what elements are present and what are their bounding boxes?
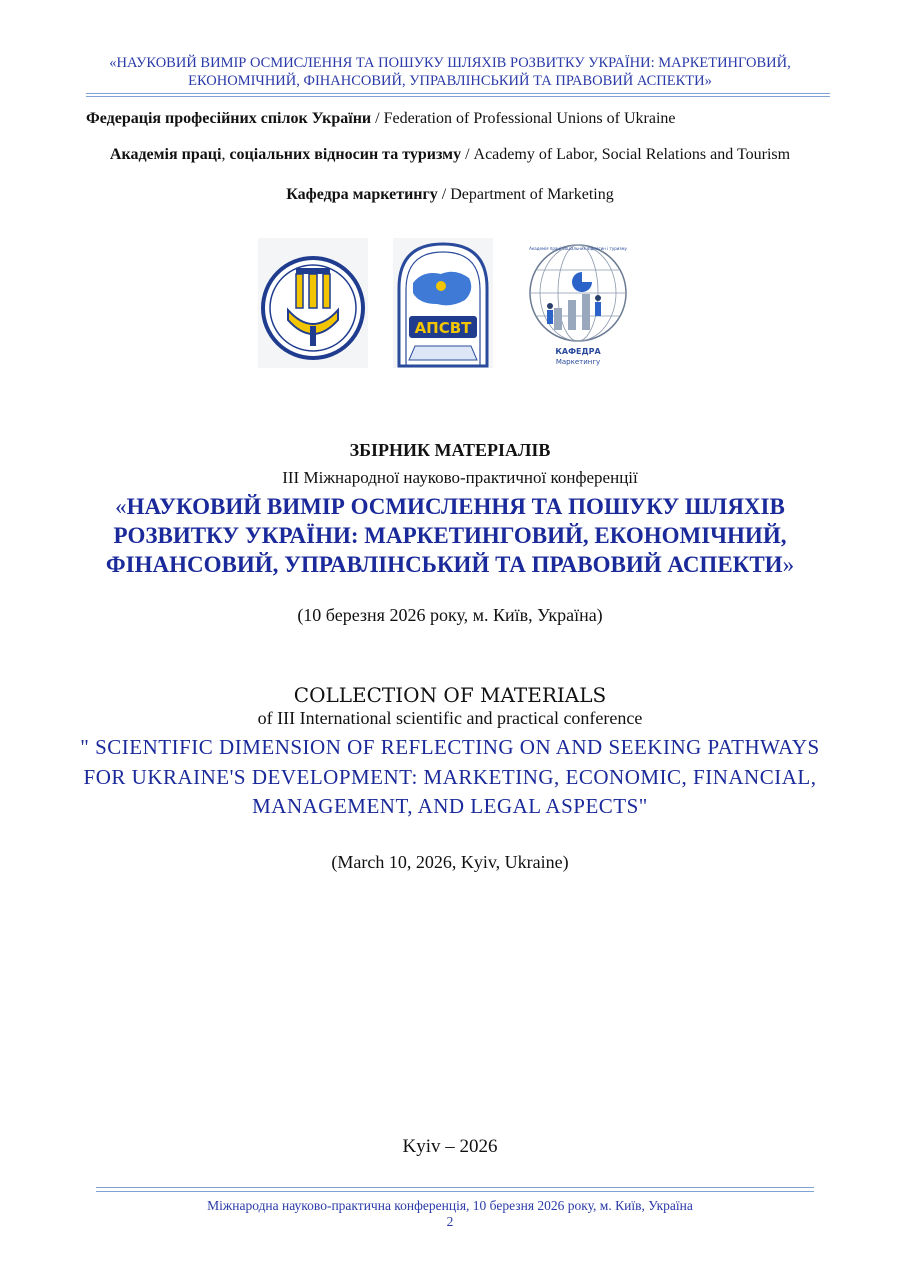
en-conference-date: (March 10, 2026, Kyiv, Ukraine) xyxy=(331,852,569,872)
org-federation-en: / Federation of Professional Unions of Ukraine xyxy=(371,110,676,127)
ua-title-open-quote: « xyxy=(115,494,127,519)
en-conference-subheading: of III International scientific and practical conference xyxy=(257,708,643,728)
page-number: 2 xyxy=(446,1214,454,1229)
ua-conference-title xyxy=(70,492,830,579)
header-rule-bottom xyxy=(86,96,830,97)
header-rule-top xyxy=(86,93,830,94)
ua-conference-date: (10 березня 2026 року, м. Київ, Україна) xyxy=(297,605,603,625)
academy-logo-text: АПСВТ xyxy=(414,319,472,337)
org-academy-ua-b: соціальних відносин та туризму xyxy=(229,146,462,163)
org-academy xyxy=(90,145,810,165)
running-footer xyxy=(100,1198,800,1230)
en-collection-heading: COLLECTION OF MATERIALS xyxy=(293,683,607,707)
footer-rule-bottom xyxy=(96,1191,814,1192)
org-department-ua: Кафедра маркетингу xyxy=(286,186,438,203)
org-department xyxy=(90,186,810,204)
ua-collection-heading: ЗБІРНИК МАТЕРІАЛІВ xyxy=(349,440,551,460)
place-year: Kyiv – 2026 xyxy=(402,1136,498,1157)
ua-title-close-quote: » xyxy=(782,552,795,577)
ua-title-text: НАУКОВИЙ ВИМІР ОСМИСЛЕННЯ ТА ПОШУКУ ШЛЯХІВ РОЗВИТКУ УКРАЇНИ: МАРКЕТИНГОВИЙ, ЕКОНОМІЧНИЙ, ФІНАНСОВИЙ, УПРАВЛІНСЬКИЙ ТА ПРАВОВИЙ АСПЕКТИ xyxy=(105,494,787,577)
academy-logo xyxy=(393,238,493,368)
org-federation xyxy=(86,110,846,128)
org-department-en: / Department of Marketing xyxy=(437,186,614,203)
marketing-logo-text1: КАФЕДРА xyxy=(555,347,601,356)
org-federation-ua: Федерація професійних спілок України xyxy=(86,110,372,127)
org-academy-en: / Academy of Labor, Social Relations and Tourism xyxy=(461,146,791,163)
ua-conference-subheading: ІІІ Міжнародної науково-практичної конференції xyxy=(282,468,638,487)
org-academy-ua-a: Академія праці xyxy=(109,146,222,163)
running-header xyxy=(60,54,840,90)
running-header-line1: «НАУКОВИЙ ВИМІР ОСМИСЛЕННЯ ТА ПОШУКУ ШЛЯХІВ РОЗВИТКУ УКРАЇНИ: МАРКЕТИНГОВИЙ, xyxy=(109,55,791,71)
running-header-line2: ЕКОНОМІЧНИЙ, ФІНАНСОВИЙ, УПРАВЛІНСЬКИЙ ТА ПРАВОВИЙ АСПЕКТИ» xyxy=(188,73,712,89)
marketing-logo-arc-text: Академія праці соціальних відносин і туризму xyxy=(529,246,627,251)
marketing-logo-text2: Маркетингу xyxy=(555,358,601,366)
marketing-dept-logo xyxy=(524,238,632,368)
federation-logo xyxy=(258,238,368,368)
footer-conference-line: Міжнародна науково-практична конференція, 10 березня 2026 року, м. Київ, Україна xyxy=(207,1198,693,1213)
en-conference-title: " SCIENTIFIC DIMENSION OF REFLECTING ON AND SEEKING PATHWAYS FOR UKRAINE'S DEVELOPMENT: MARKETING, ECONOMIC, FINANCIAL, MANAGEMENT, AND LEGAL ASPECTS" xyxy=(80,735,820,818)
footer-rule-top xyxy=(96,1187,814,1188)
org-academy-sep: , xyxy=(221,146,230,163)
